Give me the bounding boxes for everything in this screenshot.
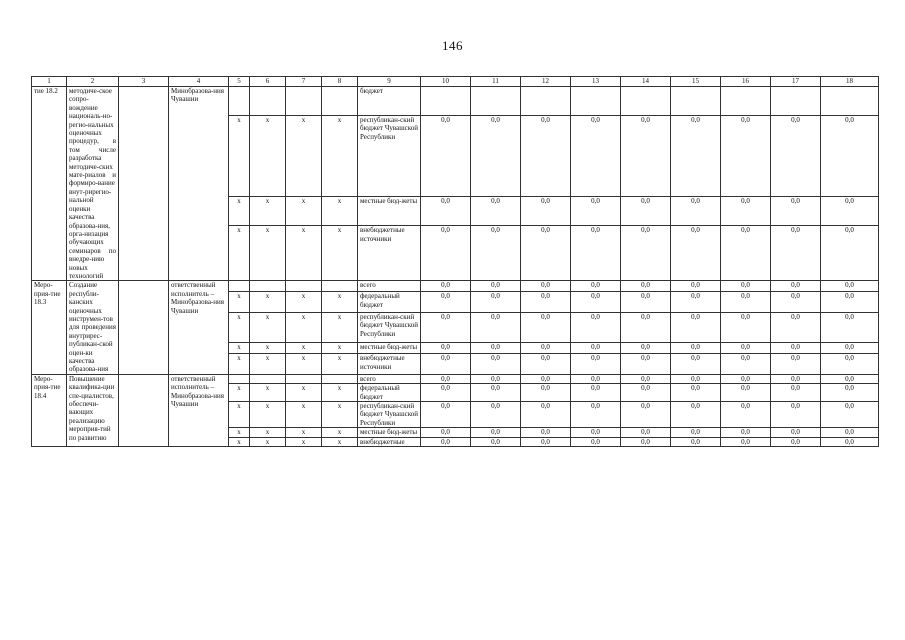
header-cell: 3 bbox=[119, 77, 169, 87]
amount-cell: 0,0 bbox=[771, 343, 821, 354]
amount-cell: 0,0 bbox=[721, 384, 771, 402]
amount-cell: 0,0 bbox=[771, 384, 821, 402]
amount-cell: 0,0 bbox=[571, 437, 621, 446]
code-cell: х bbox=[322, 354, 358, 375]
amount-cell bbox=[671, 87, 721, 116]
page-number: 146 bbox=[442, 38, 463, 53]
code-cell: х bbox=[229, 402, 250, 428]
code-cell: х bbox=[250, 384, 286, 402]
amount-cell: 0,0 bbox=[471, 343, 521, 354]
amount-cell: 0,0 bbox=[721, 428, 771, 437]
amount-cell: 0,0 bbox=[621, 374, 671, 383]
code-cell: х bbox=[322, 292, 358, 313]
code-cell: х bbox=[250, 116, 286, 197]
event-title-cell: Повышение квалифика-ции спе-циалистов, обеспечи-вающих реализацию мероприя-тий по развитию bbox=[67, 374, 119, 446]
amount-cell: 0,0 bbox=[521, 226, 571, 281]
event-number-cell: Меро-прия-тие 18.4 bbox=[32, 374, 67, 446]
amount-cell: 0,0 bbox=[521, 343, 571, 354]
header-row bbox=[32, 77, 879, 87]
code-cell bbox=[286, 281, 322, 292]
code-cell: х bbox=[322, 312, 358, 342]
amount-cell: 0,0 bbox=[471, 354, 521, 375]
code-cell: х bbox=[286, 354, 322, 375]
executor-cell: ответственный исполнитель – Минобразова-ния Чувашии bbox=[169, 374, 229, 446]
code-cell: х bbox=[286, 437, 322, 446]
code-cell: х bbox=[250, 226, 286, 281]
amount-cell bbox=[421, 87, 471, 116]
column-3-cell bbox=[119, 281, 169, 374]
funding-source-cell: местные бюд-жеты bbox=[358, 343, 421, 354]
amount-cell: 0,0 bbox=[821, 384, 879, 402]
amount-cell: 0,0 bbox=[771, 281, 821, 292]
amount-cell bbox=[471, 87, 521, 116]
amount-cell: 0,0 bbox=[721, 197, 771, 226]
header-cell: 10 bbox=[421, 77, 471, 87]
amount-cell: 0,0 bbox=[671, 384, 721, 402]
funding-source-cell: республикан-ский бюджет Чувашской Республики bbox=[358, 116, 421, 197]
amount-cell: 0,0 bbox=[771, 437, 821, 446]
code-cell: х bbox=[229, 197, 250, 226]
amount-cell: 0,0 bbox=[671, 116, 721, 197]
header-cell: 1 bbox=[32, 77, 67, 87]
code-cell bbox=[322, 374, 358, 383]
header-cell: 16 bbox=[721, 77, 771, 87]
table-row bbox=[32, 374, 879, 383]
code-cell: х bbox=[286, 402, 322, 428]
code-cell: х bbox=[322, 197, 358, 226]
code-cell: х bbox=[250, 343, 286, 354]
amount-cell: 0,0 bbox=[721, 226, 771, 281]
amount-cell: 0,0 bbox=[571, 384, 621, 402]
code-cell: х bbox=[322, 226, 358, 281]
amount-cell: 0,0 bbox=[421, 384, 471, 402]
header-cell: 13 bbox=[571, 77, 621, 87]
amount-cell: 0,0 bbox=[821, 343, 879, 354]
funding-source-cell: местные бюд-жеты bbox=[358, 197, 421, 226]
amount-cell: 0,0 bbox=[471, 437, 521, 446]
code-cell: х bbox=[250, 428, 286, 437]
amount-cell: 0,0 bbox=[621, 197, 671, 226]
amount-cell: 0,0 bbox=[821, 116, 879, 197]
event-title-cell: методиче-ское сопро-вождение националь-но-регио-нальных оценочных процедур, в том числе разработка методиче-ских мате-риалов и формиро-вание внут-рирегио-нальной оценки качества образова-ния, орга-низация обучающих семинаров по внедре-нию новых технологий bbox=[67, 87, 119, 281]
amount-cell: 0,0 bbox=[621, 343, 671, 354]
amount-cell: 0,0 bbox=[821, 402, 879, 428]
code-cell: х bbox=[250, 292, 286, 313]
amount-cell: 0,0 bbox=[471, 116, 521, 197]
amount-cell: 0,0 bbox=[671, 343, 721, 354]
amount-cell: 0,0 bbox=[821, 281, 879, 292]
amount-cell: 0,0 bbox=[621, 384, 671, 402]
amount-cell: 0,0 bbox=[721, 374, 771, 383]
amount-cell: 0,0 bbox=[721, 437, 771, 446]
amount-cell: 0,0 bbox=[721, 354, 771, 375]
amount-cell: 0,0 bbox=[421, 226, 471, 281]
amount-cell: 0,0 bbox=[621, 354, 671, 375]
amount-cell: 0,0 bbox=[571, 428, 621, 437]
column-3-cell bbox=[119, 87, 169, 281]
amount-cell: 0,0 bbox=[471, 281, 521, 292]
code-cell: х bbox=[286, 312, 322, 342]
amount-cell: 0,0 bbox=[821, 226, 879, 281]
amount-cell: 0,0 bbox=[571, 292, 621, 313]
amount-cell: 0,0 bbox=[471, 374, 521, 383]
header-cell: 12 bbox=[521, 77, 571, 87]
amount-cell: 0,0 bbox=[771, 197, 821, 226]
amount-cell: 0,0 bbox=[621, 312, 671, 342]
code-cell: х bbox=[322, 384, 358, 402]
amount-cell: 0,0 bbox=[721, 402, 771, 428]
header-cell: 14 bbox=[621, 77, 671, 87]
header-cell: 7 bbox=[286, 77, 322, 87]
amount-cell: 0,0 bbox=[471, 312, 521, 342]
code-cell bbox=[229, 281, 250, 292]
header-cell: 6 bbox=[250, 77, 286, 87]
amount-cell: 0,0 bbox=[721, 312, 771, 342]
code-cell: х bbox=[322, 116, 358, 197]
code-cell bbox=[286, 374, 322, 383]
header-cell: 2 bbox=[67, 77, 119, 87]
amount-cell: 0,0 bbox=[521, 402, 571, 428]
amount-cell: 0,0 bbox=[421, 312, 471, 342]
amount-cell: 0,0 bbox=[421, 292, 471, 313]
header-cell: 9 bbox=[358, 77, 421, 87]
code-cell: х bbox=[250, 197, 286, 226]
amount-cell: 0,0 bbox=[421, 281, 471, 292]
table-row bbox=[32, 281, 879, 292]
event-title-cell: Создание республи-канских оценочных инструмен-тов для проведения внутрирес-публикан-ской оцен-ки качества образова-ния bbox=[67, 281, 119, 374]
funding-source-cell: всего bbox=[358, 374, 421, 383]
amount-cell: 0,0 bbox=[721, 292, 771, 313]
code-cell: х bbox=[322, 402, 358, 428]
amount-cell bbox=[571, 87, 621, 116]
funding-source-cell: федеральный бюджет bbox=[358, 292, 421, 313]
header-cell: 17 bbox=[771, 77, 821, 87]
code-cell bbox=[229, 374, 250, 383]
amount-cell: 0,0 bbox=[571, 116, 621, 197]
amount-cell bbox=[621, 87, 671, 116]
header-cell: 5 bbox=[229, 77, 250, 87]
amount-cell: 0,0 bbox=[671, 354, 721, 375]
code-cell bbox=[286, 87, 322, 116]
code-cell: х bbox=[229, 437, 250, 446]
amount-cell: 0,0 bbox=[821, 292, 879, 313]
amount-cell: 0,0 bbox=[821, 428, 879, 437]
amount-cell: 0,0 bbox=[621, 402, 671, 428]
amount-cell: 0,0 bbox=[571, 343, 621, 354]
amount-cell: 0,0 bbox=[521, 428, 571, 437]
executor-cell: ответственный исполнитель – Минобразова-ния Чувашии bbox=[169, 281, 229, 374]
code-cell: х bbox=[229, 292, 250, 313]
header-cell: 15 bbox=[671, 77, 721, 87]
amount-cell: 0,0 bbox=[571, 197, 621, 226]
amount-cell: 0,0 bbox=[671, 312, 721, 342]
code-cell: х bbox=[286, 384, 322, 402]
code-cell: х bbox=[286, 197, 322, 226]
amount-cell: 0,0 bbox=[521, 312, 571, 342]
amount-cell bbox=[721, 87, 771, 116]
funding-source-cell: республикан-ский бюджет Чувашской Республики bbox=[358, 402, 421, 428]
amount-cell: 0,0 bbox=[571, 312, 621, 342]
amount-cell: 0,0 bbox=[471, 384, 521, 402]
code-cell: х bbox=[322, 343, 358, 354]
amount-cell: 0,0 bbox=[721, 343, 771, 354]
amount-cell: 0,0 bbox=[671, 292, 721, 313]
amount-cell: 0,0 bbox=[521, 437, 571, 446]
amount-cell: 0,0 bbox=[421, 428, 471, 437]
code-cell: х bbox=[229, 312, 250, 342]
amount-cell: 0,0 bbox=[771, 312, 821, 342]
amount-cell: 0,0 bbox=[771, 428, 821, 437]
code-cell: х bbox=[229, 226, 250, 281]
amount-cell: 0,0 bbox=[571, 354, 621, 375]
code-cell: х bbox=[322, 437, 358, 446]
code-cell: х bbox=[286, 226, 322, 281]
amount-cell: 0,0 bbox=[571, 281, 621, 292]
amount-cell: 0,0 bbox=[821, 437, 879, 446]
code-cell bbox=[250, 281, 286, 292]
amount-cell: 0,0 bbox=[521, 354, 571, 375]
amount-cell: 0,0 bbox=[671, 197, 721, 226]
amount-cell: 0,0 bbox=[421, 374, 471, 383]
code-cell: х bbox=[229, 384, 250, 402]
amount-cell: 0,0 bbox=[771, 402, 821, 428]
funding-source-cell: внебюджетные источники bbox=[358, 226, 421, 281]
code-cell: х bbox=[229, 354, 250, 375]
amount-cell: 0,0 bbox=[421, 354, 471, 375]
amount-cell: 0,0 bbox=[521, 384, 571, 402]
funding-source-cell: всего bbox=[358, 281, 421, 292]
amount-cell: 0,0 bbox=[771, 226, 821, 281]
amount-cell bbox=[821, 87, 879, 116]
funding-source-cell: внебюджетные источники bbox=[358, 354, 421, 375]
amount-cell bbox=[521, 87, 571, 116]
amount-cell: 0,0 bbox=[821, 354, 879, 375]
amount-cell: 0,0 bbox=[671, 428, 721, 437]
amount-cell: 0,0 bbox=[521, 116, 571, 197]
amount-cell: 0,0 bbox=[471, 402, 521, 428]
budget-table bbox=[31, 76, 879, 447]
amount-cell: 0,0 bbox=[771, 116, 821, 197]
funding-source-cell: местные бюд-жеты bbox=[358, 428, 421, 437]
funding-source-cell: бюджет bbox=[358, 87, 421, 116]
amount-cell: 0,0 bbox=[421, 116, 471, 197]
amount-cell: 0,0 bbox=[821, 197, 879, 226]
amount-cell: 0,0 bbox=[521, 292, 571, 313]
amount-cell: 0,0 bbox=[621, 281, 671, 292]
code-cell: х bbox=[250, 312, 286, 342]
amount-cell: 0,0 bbox=[671, 281, 721, 292]
amount-cell: 0,0 bbox=[521, 197, 571, 226]
column-3-cell bbox=[119, 374, 169, 446]
amount-cell: 0,0 bbox=[771, 292, 821, 313]
header-cell: 8 bbox=[322, 77, 358, 87]
table-row bbox=[32, 87, 879, 116]
amount-cell: 0,0 bbox=[721, 281, 771, 292]
amount-cell: 0,0 bbox=[421, 343, 471, 354]
amount-cell: 0,0 bbox=[821, 374, 879, 383]
code-cell bbox=[250, 374, 286, 383]
code-cell: х bbox=[250, 402, 286, 428]
amount-cell: 0,0 bbox=[721, 116, 771, 197]
amount-cell: 0,0 bbox=[771, 354, 821, 375]
code-cell: х bbox=[286, 116, 322, 197]
amount-cell: 0,0 bbox=[521, 374, 571, 383]
amount-cell: 0,0 bbox=[521, 281, 571, 292]
amount-cell: 0,0 bbox=[471, 292, 521, 313]
code-cell: х bbox=[229, 343, 250, 354]
code-cell: х bbox=[229, 428, 250, 437]
funding-source-cell: республикан-ский бюджет Чувашской Республики bbox=[358, 312, 421, 342]
event-number-cell: тие 18.2 bbox=[32, 87, 67, 281]
header-cell: 4 bbox=[169, 77, 229, 87]
amount-cell: 0,0 bbox=[771, 374, 821, 383]
header-cell: 11 bbox=[471, 77, 521, 87]
code-cell: х bbox=[286, 292, 322, 313]
amount-cell: 0,0 bbox=[621, 116, 671, 197]
amount-cell: 0,0 bbox=[471, 428, 521, 437]
amount-cell: 0,0 bbox=[471, 226, 521, 281]
amount-cell: 0,0 bbox=[821, 312, 879, 342]
event-number-cell: Меро-прия-тие 18.3 bbox=[32, 281, 67, 374]
code-cell: х bbox=[322, 428, 358, 437]
amount-cell: 0,0 bbox=[421, 402, 471, 428]
code-cell: х bbox=[286, 343, 322, 354]
code-cell: х bbox=[286, 428, 322, 437]
amount-cell bbox=[771, 87, 821, 116]
code-cell: х bbox=[250, 437, 286, 446]
code-cell bbox=[322, 87, 358, 116]
amount-cell: 0,0 bbox=[621, 437, 671, 446]
amount-cell: 0,0 bbox=[671, 437, 721, 446]
amount-cell: 0,0 bbox=[671, 226, 721, 281]
executor-cell: Минобразова-ния Чувашии bbox=[169, 87, 229, 281]
amount-cell: 0,0 bbox=[621, 292, 671, 313]
header-cell: 18 bbox=[821, 77, 879, 87]
funding-source-cell: внебюджетные bbox=[358, 437, 421, 446]
amount-cell: 0,0 bbox=[671, 374, 721, 383]
code-cell: х bbox=[229, 116, 250, 197]
code-cell bbox=[322, 281, 358, 292]
amount-cell: 0,0 bbox=[621, 226, 671, 281]
funding-source-cell: федеральный бюджет bbox=[358, 384, 421, 402]
amount-cell: 0,0 bbox=[421, 437, 471, 446]
code-cell: х bbox=[250, 354, 286, 375]
code-cell bbox=[250, 87, 286, 116]
amount-cell: 0,0 bbox=[421, 197, 471, 226]
amount-cell: 0,0 bbox=[621, 428, 671, 437]
amount-cell: 0,0 bbox=[571, 402, 621, 428]
amount-cell: 0,0 bbox=[571, 226, 621, 281]
amount-cell: 0,0 bbox=[571, 374, 621, 383]
amount-cell: 0,0 bbox=[471, 197, 521, 226]
code-cell bbox=[229, 87, 250, 116]
amount-cell: 0,0 bbox=[671, 402, 721, 428]
